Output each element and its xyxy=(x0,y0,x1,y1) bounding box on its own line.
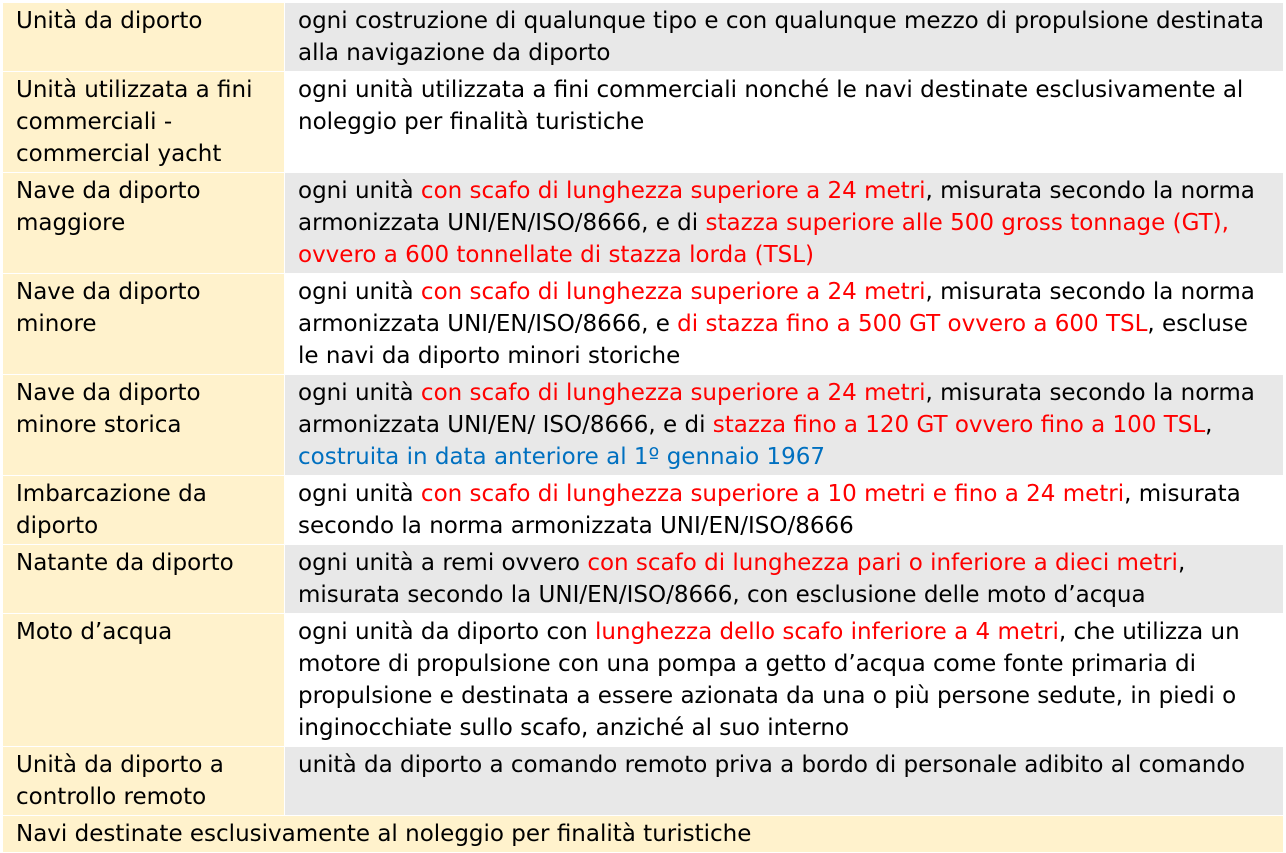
highlight-red-text: lunghezza dello scafo inferiore a 4 metri xyxy=(595,619,1059,645)
definition-text: , misurata secondo la norma armonizzata UNI/EN/ISO/8666, e xyxy=(298,279,1255,337)
term-cell: Natante da diporto xyxy=(3,545,285,614)
definition-text: , xyxy=(1205,412,1213,438)
definition-cell xyxy=(285,274,1284,375)
definitions-table-body xyxy=(3,3,1284,853)
footer-cell: Navi destinate esclusivamente al noleggio per finalità turistiche xyxy=(3,816,1284,853)
term-cell: Nave da diporto minore xyxy=(3,274,285,375)
definition-cell xyxy=(285,614,1284,747)
term-cell: Unità da diporto a controllo remoto xyxy=(3,747,285,816)
definition-text: ogni costruzione di qualunque tipo e con qualunque mezzo di propulsione destinata alla navigazione da diporto xyxy=(298,8,1264,66)
highlight-blue-text: costruita in data anteriore al 1º gennaio 1967 xyxy=(298,444,826,470)
term-cell: Nave da diporto minore storica xyxy=(3,375,285,476)
definition-cell xyxy=(285,545,1284,614)
definition-text: ogni unità xyxy=(298,178,421,204)
definition-text: , misurata secondo la UNI/EN/ISO/8666, con esclusione delle moto d’acqua xyxy=(298,550,1186,608)
definition-text: , misurata secondo la norma armonizzata UNI/EN/ ISO/8666, e di xyxy=(298,380,1255,438)
table-row xyxy=(3,274,1284,375)
table-row xyxy=(3,173,1284,274)
term-cell: Imbarcazione da diporto xyxy=(3,476,285,545)
definition-text: , misurata secondo la norma armonizzata UNI/EN/ISO/8666, e di xyxy=(298,178,1255,236)
definition-cell xyxy=(285,747,1284,816)
definition-cell xyxy=(285,173,1284,274)
definition-text: ogni unità xyxy=(298,481,421,507)
definition-text: , escluse le navi da diporto minori storiche xyxy=(298,311,1248,369)
highlight-red-text: con scafo di lunghezza superiore a 24 metri xyxy=(420,279,926,305)
table-row xyxy=(3,3,1284,72)
highlight-red-text: stazza fino a 120 GT ovvero fino a 100 TSL xyxy=(712,412,1206,438)
highlight-red-text: con scafo di lunghezza superiore a 10 metri e fino a 24 metri xyxy=(420,481,1125,507)
highlight-red-text: di stazza fino a 500 GT ovvero a 600 TSL xyxy=(677,311,1148,337)
table-footer-row xyxy=(3,816,1284,853)
definition-cell xyxy=(285,375,1284,476)
table-row xyxy=(3,72,1284,173)
definition-text: unità da diporto a comando remoto priva a bordo di personale adibito al comando xyxy=(298,752,1246,778)
highlight-red-text: con scafo di lunghezza superiore a 24 metri xyxy=(420,178,926,204)
term-cell: Unità da diporto xyxy=(3,3,285,72)
table-row xyxy=(3,614,1284,747)
table-row xyxy=(3,375,1284,476)
definition-text: ogni unità a remi ovvero xyxy=(298,550,588,576)
definition-text: ogni unità da diporto con xyxy=(298,619,596,645)
definition-cell xyxy=(285,476,1284,545)
definition-text: ogni unità xyxy=(298,279,421,305)
term-cell: Unità utilizzata a fini commerciali - commercial yacht xyxy=(3,72,285,173)
highlight-red-text: con scafo di lunghezza superiore a 24 metri xyxy=(420,380,926,406)
definition-cell xyxy=(285,72,1284,173)
table-row xyxy=(3,476,1284,545)
definition-text: ogni unità utilizzata a fini commerciali nonché le navi destinate esclusivamente al noleggio per finalità turistiche xyxy=(298,77,1244,135)
highlight-red-text: stazza superiore alle 500 gross tonnage (GT), ovvero a 600 tonnellate di stazza lorda (TSL) xyxy=(298,210,1229,268)
term-cell: Nave da diporto maggiore xyxy=(3,173,285,274)
definition-text: , che utilizza un motore di propulsione con una pompa a getto d’acqua come fonte primaria di propulsione e destinata a essere azionata da una o più persone sedute, in piedi o inginocchiate sullo scafo, anziché al suo interno xyxy=(298,619,1240,741)
definition-cell xyxy=(285,3,1284,72)
table-row xyxy=(3,545,1284,614)
table-row xyxy=(3,747,1284,816)
definition-text: , misurata secondo la norma armonizzata UNI/EN/ISO/8666 xyxy=(298,481,1241,539)
highlight-red-text: con scafo di lunghezza pari o inferiore a dieci metri xyxy=(587,550,1178,576)
definitions-table xyxy=(2,2,1284,853)
definition-text: ogni unità xyxy=(298,380,421,406)
term-cell: Moto d’acqua xyxy=(3,614,285,747)
